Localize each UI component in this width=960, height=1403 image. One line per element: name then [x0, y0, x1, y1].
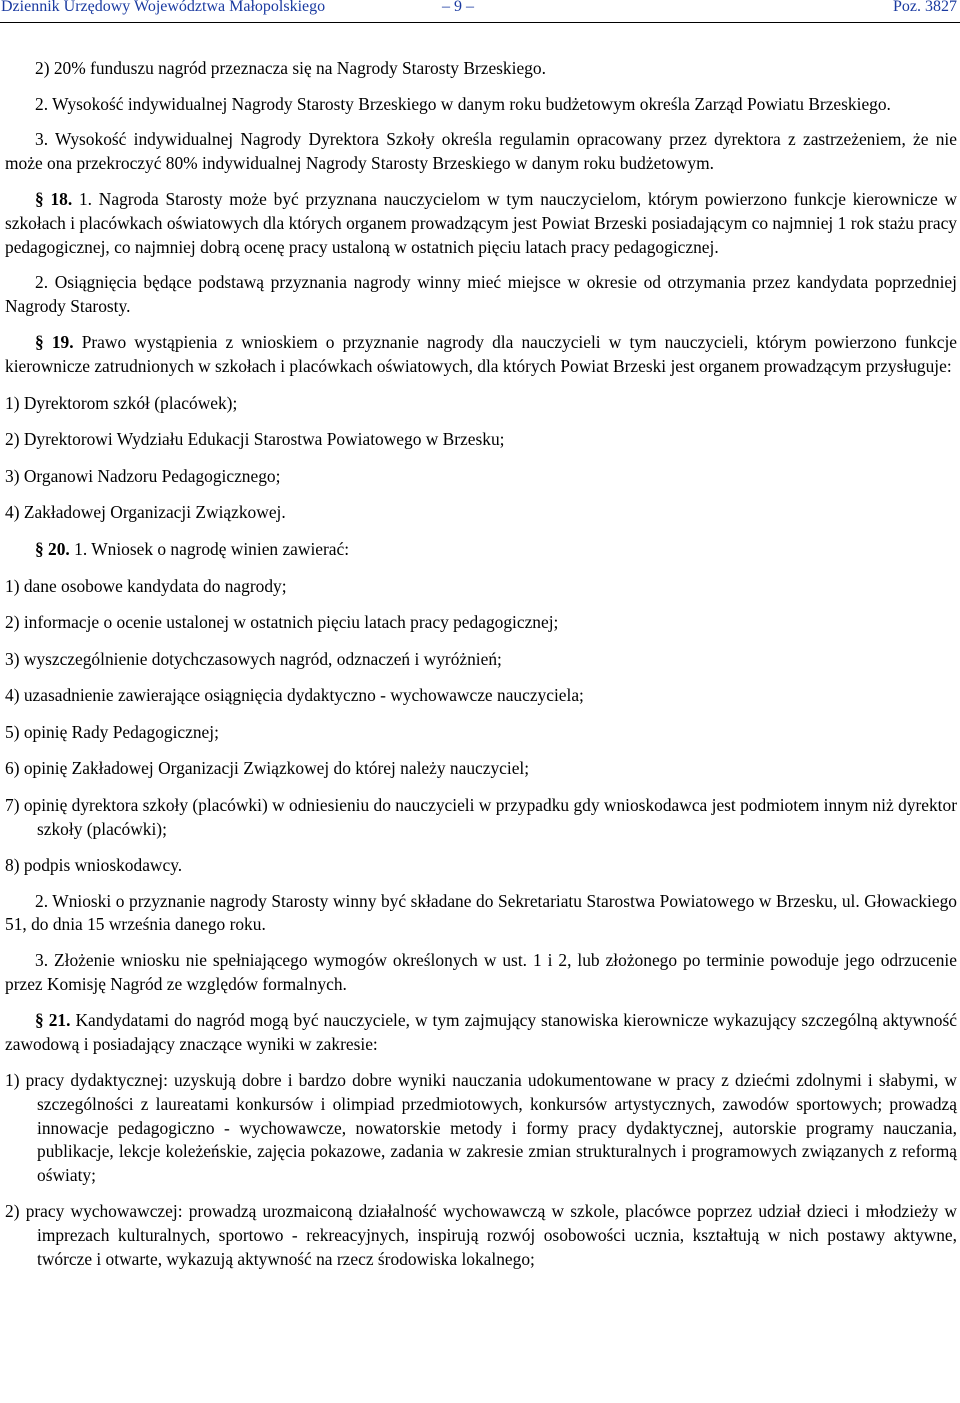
- list-item: 2) pracy wychowawczej: prowadzą urozmaiconą działalność wychowawczą w szkole, placówce poprzez udział dzieci i młodzieży w imprezach kulturalnych, sportowo - rekreacyjnych, inspirują rozwój osobowości ucznia, kształtują w nich postawy aktywne, twórcze i otwarte, wykazują aktywność na rzecz środowiska lokalnego;: [5, 1201, 957, 1269]
- list-item: 5) opinię Rady Pedagogicznej;: [5, 721, 219, 742]
- section-text: Prawo wystąpienia z wnioskiem o przyznanie nagrody dla nauczycieli w tym nauczycieli, którym powierzono funkcje kierownicze zatrudnionych w szkołach i placówkach oświatowych, dla których Powiat Brzeski jest organem prowadzącym przysługuje:: [5, 332, 958, 376]
- page-number: – 9 –: [442, 0, 474, 15]
- section-18: [5, 188, 957, 259]
- section-text: 1. Wniosek o nagrodę winien zawierać:: [74, 538, 350, 559]
- section-19: [5, 331, 957, 378]
- list-item: 8) podpis wnioskodawcy.: [5, 855, 183, 876]
- paragraph: 3. Wysokość indywidualnej Nagrody Dyrektora Szkoły określa regulamin opracowany przez dyrektora z zastrzeżeniem, że nie może ona przekroczyć 80% indywidualnej Nagrody Starosty Brzeskiego w danym roku budżetowym.: [5, 129, 957, 173]
- list-item: 1) dane osobowe kandydata do nagrody;: [5, 575, 287, 596]
- position-number: Poz. 3827: [893, 0, 957, 15]
- paragraph: 2. Wnioski o przyznanie nagrody Starosty winny być składane do Sekretariatu Starostwa Powiatowego w Brzesku, ul. Głowackiego 51, do dnia 15 września danego roku.: [5, 890, 957, 935]
- page-header: [0, 0, 960, 23]
- list-item: 1) pracy dydaktycznej: uzyskują dobre i bardzo dobre wyniki nauczania udokumentowane w pracy z dziećmi zdolnymi i słabymi, w szczególności z laureatami konkursów i olimpiad przedmiotowych, konkursów artystycznych, zawodów sportowych; prowadzą innowacje pedagogiczno - wychowawcze, nowatorskie metody i formy pracy dydaktycznej, autorskie programy nauczania, publikacje, lekcje koleżeńskie, zajęcia pokazowe, zadania w zakresie zmian strukturalnych i programowych związanych z reformą oświaty;: [5, 1070, 957, 1185]
- section-20: [5, 538, 957, 562]
- paragraph: 2. Wysokość indywidualnej Nagrody Starosty Brzeskiego w danym roku budżetowym określa Zarząd Powiatu Brzeskiego.: [35, 93, 891, 114]
- list-item: 4) uzasadnienie zawierające osiągnięcia dydaktyczno - wychowawcze nauczyciela;: [5, 685, 584, 706]
- section-text: 1. Nagroda Starosty może być przyznana nauczycielom w tym nauczycielom, którym powierzono funkcje kierownicze w szkołach i placówkach oświatowych dla których organem prowadzącym jest Powiat Brzeski posiadającym co najmniej 1 rok stażu pracy pedagogicznej, co najmniej dobrą ocenę pracy ustaloną w ostatnich pięciu latach pracy pedagogicznej.: [5, 189, 957, 257]
- list-item: 3) wyszczególnienie dotychczasowych nagród, odznaczeń i wyróżnień;: [5, 648, 502, 669]
- section-number: § 19.: [35, 332, 74, 353]
- paragraph: 3. Złożenie wniosku nie spełniającego wymogów określonych w ust. 1 i 2, lub złożonego po terminie powoduje jego odrzucenie przez Komisję Nagród ze względów formalnych.: [5, 950, 957, 994]
- section-number: § 21.: [35, 1010, 71, 1031]
- paragraph: 2. Osiągnięcia będące podstawą przyznania nagrody winny mieć miejsce w okresie od otrzymania przez kandydata poprzedniej Nagrody Starosty.: [5, 272, 957, 316]
- section-21: [5, 1009, 957, 1056]
- paragraph: 2) 20% funduszu nagród przeznacza się na Nagrody Starosty Brzeskiego.: [35, 58, 546, 78]
- list-item: 7) opinię dyrektora szkoły (placówki) w odniesieniu do nauczycieli w przypadku gdy wnioskodawca jest podmiotem innym niż dyrektor szkoły (placówki);: [5, 795, 957, 839]
- list-item: 3) Organowi Nadzoru Pedagogicznego;: [5, 465, 281, 486]
- list-item: 2) Dyrektorowi Wydziału Edukacji Starostwa Powiatowego w Brzesku;: [5, 429, 505, 450]
- list-item: 2) informacje o ocenie ustalonej w ostatnich pięciu latach pracy pedagogicznej;: [5, 612, 559, 633]
- list-item: 1) Dyrektorom szkół (placówek);: [5, 392, 238, 413]
- list-item: 6) opinię Zakładowej Organizacji Związkowej do której należy nauczyciel;: [5, 758, 530, 779]
- journal-title: Dziennik Urzędowy Województwa Małopolskiego: [1, 0, 326, 15]
- list-item: 4) Zakładowej Organizacji Związkowej.: [5, 502, 286, 523]
- section-text: Kandydatami do nagród mogą być nauczyciele, w tym zajmujący stanowiska kierownicze wykazujący szczególną aktywność zawodową i posiadający znaczące wyniki w zakresie:: [5, 1010, 957, 1054]
- document-body: [5, 57, 957, 1271]
- section-number: § 18.: [35, 189, 73, 210]
- section-number: § 20.: [35, 538, 70, 559]
